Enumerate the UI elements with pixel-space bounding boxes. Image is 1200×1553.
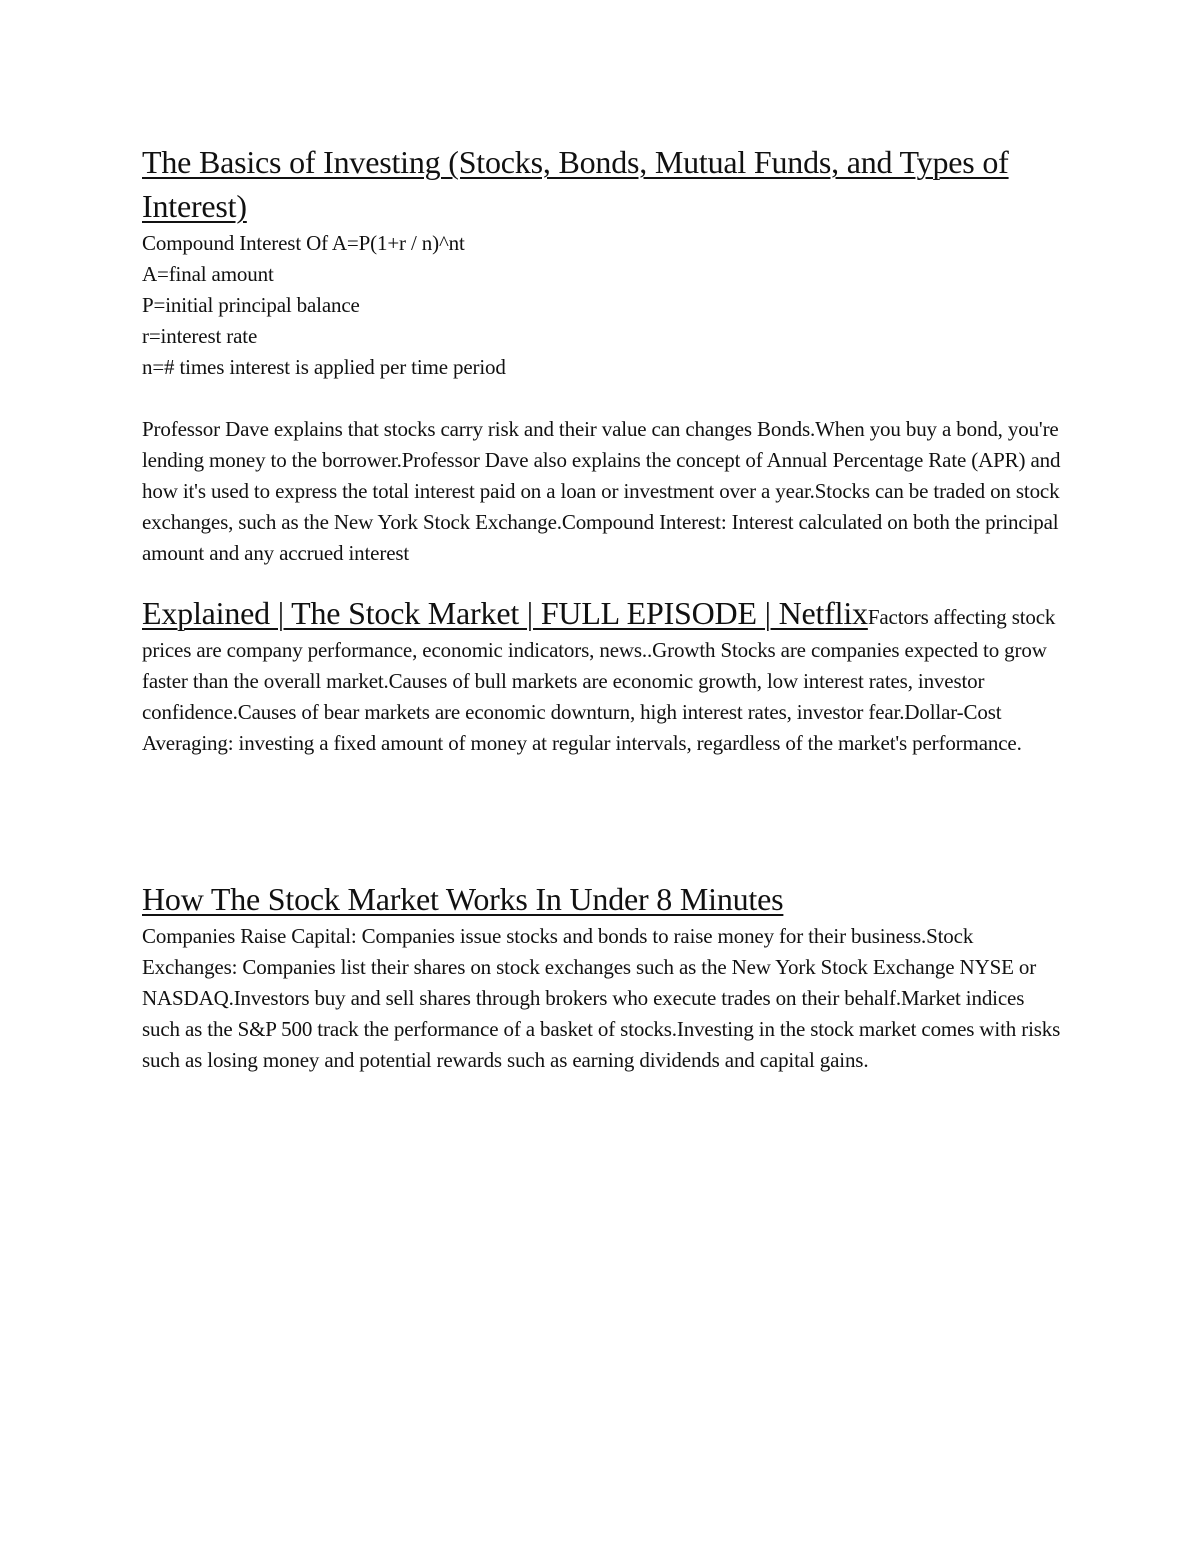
section-2-body <box>142 591 1062 759</box>
section-how-stock-market-works <box>142 877 1062 1076</box>
section-3-paragraph: Companies Raise Capital: Companies issue stocks and bonds to raise money for their business.Stock Exchanges: Companies list their shares on stock exchanges such as the New York Stock Exchange NYSE or NASDAQ.Investors buy and sell shares through brokers who execute trades on their behalf.Market indices such as the S&P 500 track the performance of a basket of stocks.Investing in the stock market comes with risks such as losing money and potential rewards such as earning dividends and capital gains. <box>142 924 1061 1072</box>
formula-block <box>142 228 1062 383</box>
section-1-heading: The Basics of Investing (Stocks, Bonds, Mutual Funds, and Types of Interest) <box>142 144 1009 224</box>
document-page <box>142 140 1062 1076</box>
formula-line-compound-interest: Compound Interest Of A=P(1+r / n)^nt <box>142 231 465 255</box>
section-basics-of-investing <box>142 140 1062 569</box>
formula-line-final-amount: A=final amount <box>142 262 274 286</box>
formula-line-times-applied: n=# times interest is applied per time period <box>142 355 506 379</box>
section-explained-stock-market <box>142 591 1062 759</box>
section-1-paragraph: Professor Dave explains that stocks carry risk and their value can changes Bonds.When you buy a bond, you're lending money to the borrower.Professor Dave also explains the concept of Annual Percentage Rate (APR) and how it's used to express the total interest paid on a loan or investment over a year.Stocks can be traded on stock exchanges, such as the New York Stock Exchange.Compound Interest: Interest calculated on both the principal amount and any accrued interest <box>142 417 1061 565</box>
section-2-paragraph: Factors affecting stock prices are company performance, economic indicators, news..Growth Stocks are companies expected to grow faster than the overall market.Causes of bull markets are economic growth, low interest rates, investor confidence.Causes of bear markets are economic downturn, high interest rates, investor fear.Dollar-Cost Averaging: investing a fixed amount of money at regular intervals, regardless of the market's performance. <box>142 605 1056 755</box>
formula-line-principal: P=initial principal balance <box>142 293 360 317</box>
section-3-heading: How The Stock Market Works In Under 8 Minutes <box>142 881 784 917</box>
section-2-heading: Explained | The Stock Market | FULL EPISODE | Netflix <box>142 595 868 631</box>
formula-line-interest-rate: r=interest rate <box>142 324 258 348</box>
